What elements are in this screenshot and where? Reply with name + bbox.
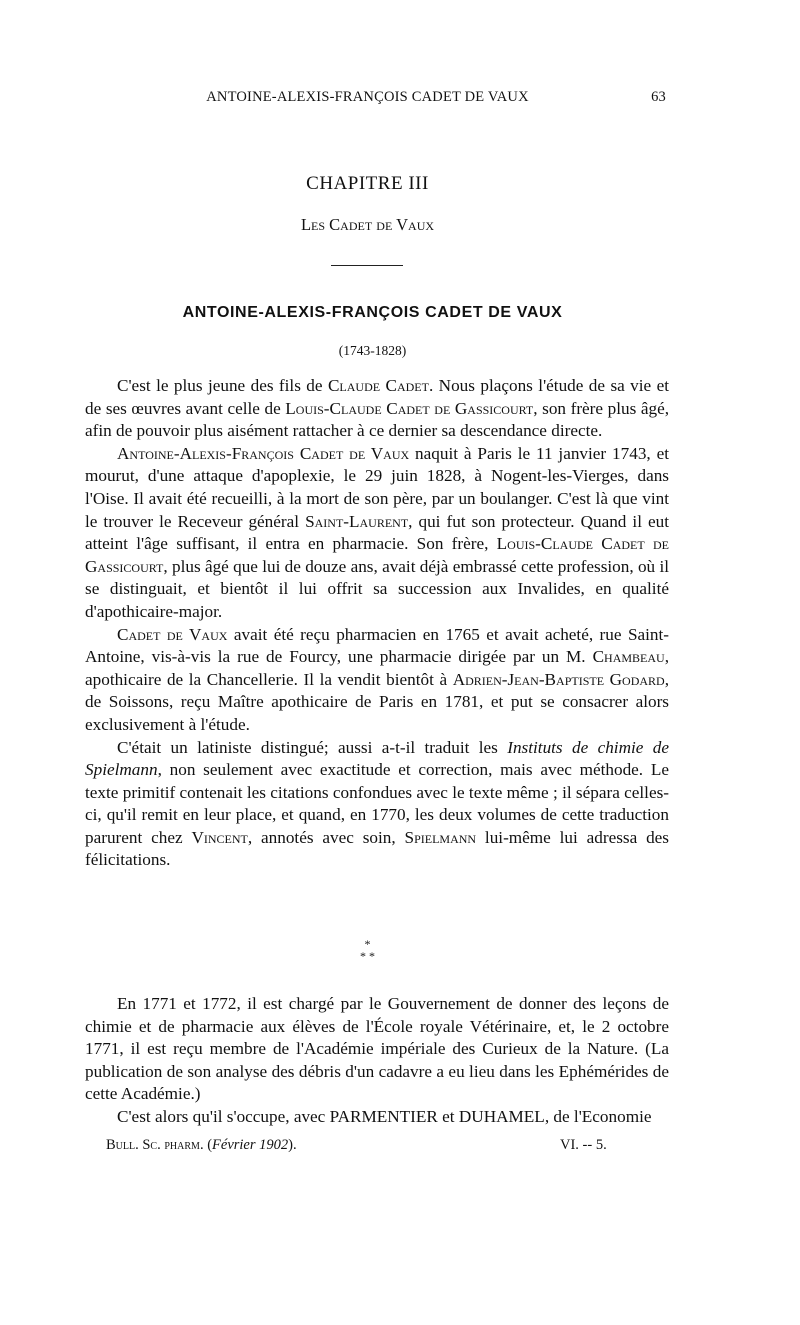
name-antoine: Antoine-Alexis-François Cadet de Vaux [117, 443, 410, 463]
section-title: Les Cadet de Vaux [300, 215, 435, 234]
paragraph-4: C'était un latiniste distingué; aussi a-t-il traduit les Instituts de chimie de Spielmann, non seulement avec exactitude et correction, mais avec méthode. Le texte primitif contenait les citations confondues avec le texte même ; il sépara celles-ci, qu'il remit en leur place, et quand, en 1770, les deux volumes de cette traduction parurent chez Vincent, annotés avec soin, Spielmann lui-même lui adressa des félicitations. [85, 737, 669, 870]
name-chambeau: Chambeau [592, 647, 665, 667]
page-number: 63 [651, 89, 666, 105]
name-duhamel: DUHAMEL [458, 1106, 545, 1126]
paragraph-6: C'est alors qu'il s'occupe, avec PARMENTIER et DUHAMEL, de l'Economie [117, 1106, 652, 1126]
name-cadet-de-vaux: Cadet de Vaux [117, 624, 228, 644]
name-saint-laurent: Saint-Laurent [305, 511, 409, 531]
body-text-upper [85, 375, 669, 872]
name-godard: Adrien-Jean-Baptiste Godard [452, 669, 665, 689]
name-parmentier: PARMENTIER [329, 1106, 438, 1126]
book-title: Instituts de chimie de Spielmann [85, 737, 669, 780]
page-footer [0, 1137, 800, 1157]
paragraph-3: Cadet de Vaux avait été reçu pharmacien en 1765 et avait acheté, rue Saint-Antoine, vis-à-vis la rue de Fourcy, une pharmacie dirigée par un M. Chambeau, apothicaire de la Chancellerie. Il la vendit bientôt à Adrien-Jean-Baptiste Godard, de Soissons, reçu Maître apothicaire de Paris en 1781, et put se consacrer alors exclusivement à l'étude. [85, 624, 669, 734]
title-rule [331, 265, 403, 266]
asterism-separator [0, 938, 735, 962]
paragraph-1: C'est le plus jeune des fils de Claude Cadet. Nous plaçons l'étude de sa vie et de ses œuvres avant celle de Louis-Claude Cadet de Gassicourt, son frère plus âgé, afin de pouvoir plus aisément rattacher à ce dernier sa descendance directe. [85, 376, 670, 441]
name-louis-claude: Louis-Claude Cadet de Gassicourt [285, 398, 534, 418]
life-dates: (1743-1828) [338, 343, 407, 358]
name-spielmann: Spielmann [404, 827, 477, 847]
journal-reference: Bull. Sc. pharm. (Février 1902). [106, 1137, 297, 1153]
asterism-bottom: * * [360, 949, 375, 963]
person-heading: ANTOINE-ALEXIS-FRANÇOIS CADET DE VAUX [182, 304, 563, 321]
journal-date: Février 1902 [212, 1137, 289, 1153]
sheet-mark: VI. -- 5. [560, 1137, 607, 1153]
name-louis-claude-2: Louis-Claude Cadet de Gassicourt [85, 534, 669, 576]
name-claude-cadet: Claude Cadet [327, 376, 429, 395]
asterism-top: * [364, 937, 371, 951]
running-header [0, 89, 800, 109]
running-title: ANTOINE-ALEXIS-FRANÇOIS CADET DE VAUX [206, 89, 529, 105]
name-vincent: Vincent [191, 827, 248, 847]
paragraph-5: En 1771 et 1772, il est chargé par le Gouvernement de donner des leçons de chimie et de pharmacie aux élèves de l'École royale Vétérinaire, et, le 2 octobre 1771, il est reçu membre de l'Académie impériale des Curieux de la Nature. (La publication de son analyse des débris d'un cadavre a eu lieu dans les Ephémérides de cette Académie.) [85, 994, 669, 1104]
body-text-lower [85, 993, 669, 1129]
chapter-title: CHAPITRE III [306, 173, 429, 194]
paragraph-2: Antoine-Alexis-François Cadet de Vaux naquit à Paris le 11 janvier 1743, et mourut, d'une attaque d'apoplexie, le 29 juin 1828, à Nogent-les-Vierges, dans l'Oise. Il avait été recueilli, à la mort de son père, par un boulanger. C'est là que vint le trouver le Receveur général Saint-Laurent, qui fut son protecteur. Quand il eut atteint l'âge suffisant, il entra en pharmacie. Son frère, Louis-Claude Cadet de Gassicourt, plus âgé que lui de douze ans, avait déjà embrassé cette profession, où il se distinguait, et bientôt il lui offrit sa succession aux Invalides, en qualité d'apothicaire-major. [85, 443, 669, 621]
